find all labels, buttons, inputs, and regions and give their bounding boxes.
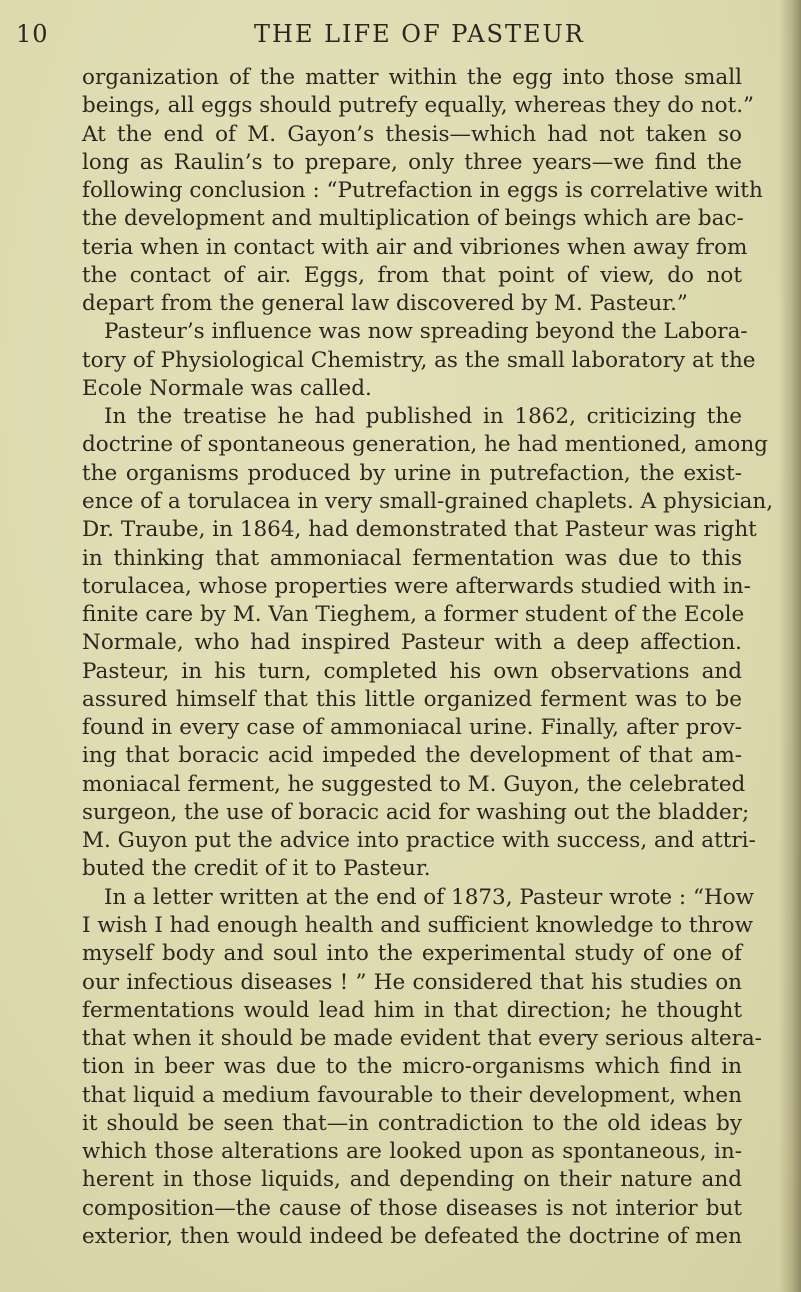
text-line: organization of the matter within the egg into those small bbox=[82, 65, 742, 90]
text-line: ing that boracic acid impeded the development of that am- bbox=[82, 743, 742, 769]
text-line: doctrine of spontaneous generation, he had mentioned, among bbox=[82, 432, 768, 458]
page-edge-shadow bbox=[779, 0, 801, 1292]
text-line: teria when in contact with air and vibriones when away from bbox=[82, 234, 748, 260]
body-text bbox=[82, 64, 774, 1251]
text-line: long as Raulin’s to prepare, only three years—we find the bbox=[82, 149, 742, 175]
text-line: tion in beer was due to the micro-organisms which find in bbox=[82, 1054, 742, 1080]
text-line: that when it should be made evident that every serious altera- bbox=[82, 1026, 762, 1052]
running-title: THE LIFE OF PASTEUR bbox=[254, 20, 585, 48]
text-line: that liquid a medium favourable to their development, when bbox=[82, 1082, 742, 1108]
text-line: following conclusion : “Putrefaction in eggs is correlative with bbox=[82, 178, 763, 204]
text-line: the development and multiplication of beings which are bac- bbox=[82, 206, 744, 232]
text-line: assured himself that this little organized ferment was to be bbox=[82, 686, 742, 712]
text-line: our infectious diseases ! ” He considered that his studies on bbox=[82, 969, 742, 995]
text-line: In the treatise he had published in 1862, criticizing the bbox=[104, 404, 742, 430]
text-line: Pasteur’s influence was now spreading beyond the Labora- bbox=[104, 319, 748, 345]
text-line: exterior, then would indeed be defeated the doctrine of men bbox=[82, 1223, 742, 1249]
text-line: in thinking that ammoniacal fermentation was due to this bbox=[82, 545, 742, 571]
text-line: M. Guyon put the advice into practice with success, and attri- bbox=[82, 828, 756, 854]
text-line: myself body and soul into the experimental study of one of bbox=[82, 941, 742, 967]
text-line: torulacea, whose properties were afterwards studied with in- bbox=[82, 573, 751, 599]
text-line: buted the credit of it to Pasteur. bbox=[82, 856, 431, 882]
text-line: Pasteur, in his turn, completed his own observations and bbox=[82, 658, 742, 684]
text-line: I wish I had enough health and sufficient knowledge to throw bbox=[82, 912, 753, 938]
text-line: herent in those liquids, and depending on their nature and bbox=[82, 1167, 742, 1193]
text-line: the contact of air. Eggs, from that point of view, do not bbox=[82, 262, 742, 288]
text-line: composition—the cause of those diseases is not interior but bbox=[82, 1195, 742, 1221]
text-line: depart from the general law discovered by M. Pasteur.” bbox=[82, 291, 688, 317]
text-line: tory of Physiological Chemistry, as the small laboratory at the bbox=[82, 347, 756, 373]
text-line: fermentations would lead him in that direction; he thought bbox=[82, 997, 742, 1023]
text-line: ence of a torulacea in very small-grained chaplets. A physician, bbox=[82, 488, 774, 514]
page-number: 10 bbox=[16, 20, 49, 48]
text-line: In a letter written at the end of 1873, Pasteur wrote : “How bbox=[104, 884, 755, 910]
text-line: Dr. Traube, in 1864, had demonstrated that Pasteur was right bbox=[82, 517, 757, 543]
text-line: the organisms produced by urine in putrefaction, the exist- bbox=[82, 460, 742, 486]
text-line: Ecole Normale was called. bbox=[82, 375, 372, 401]
text-line: it should be seen that—in contradiction to the old ideas by bbox=[82, 1110, 742, 1136]
text-line: found in every case of ammoniacal urine. Finally, after prov- bbox=[82, 715, 742, 741]
text-line: Normale, who had inspired Pasteur with a deep affection. bbox=[82, 630, 742, 656]
text-line: which those alterations are looked upon as spontaneous, in- bbox=[82, 1139, 742, 1165]
text-line: surgeon, the use of boracic acid for washing out the bladder; bbox=[82, 799, 750, 825]
text-line: beings, all eggs should putrefy equally, whereas they do not.” bbox=[82, 93, 755, 119]
text-line: finite care by M. Van Tieghem, a former student of the Ecole bbox=[82, 602, 745, 628]
text-line: At the end of M. Gayon’s thesis—which had not taken so bbox=[82, 121, 742, 147]
text-line: moniacal ferment, he suggested to M. Guyon, the celebrated bbox=[82, 771, 746, 797]
